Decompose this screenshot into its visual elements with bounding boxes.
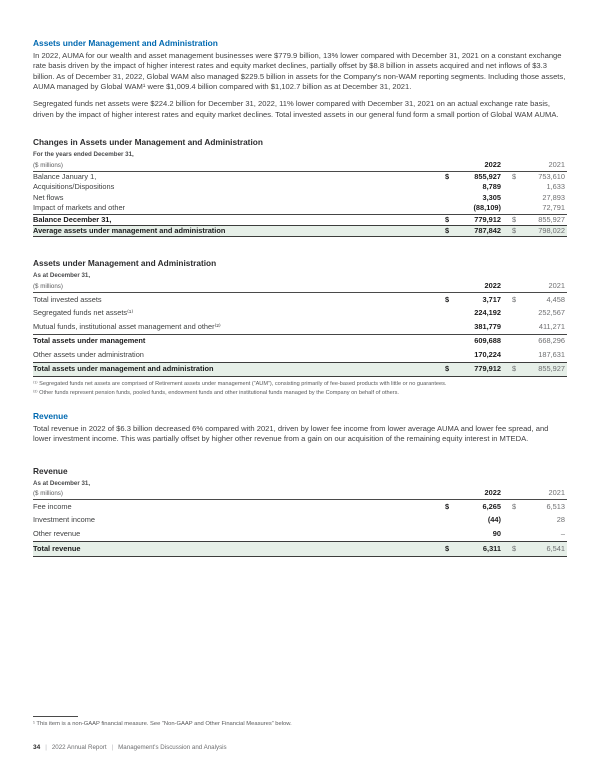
value-2021: $ 4,458 — [512, 294, 565, 304]
row-label: Fee income — [33, 501, 72, 511]
table-body-auma-breakdown — [33, 293, 567, 377]
table-row — [33, 500, 567, 514]
value-2021: 411,271 — [538, 321, 565, 331]
row-label: Investment income — [33, 515, 96, 525]
column-header-2022: 2022 — [484, 280, 501, 290]
unit-label: ($ millions) — [33, 490, 63, 498]
value-2021: $ 855,927 — [512, 364, 565, 374]
table-title-auma-breakdown: Assets under Management and Administration — [33, 258, 217, 269]
row-label: Total revenue — [33, 543, 81, 553]
row-label: Mutual funds, institutional asset management and other⁽²⁾ — [33, 321, 221, 331]
table-row — [33, 307, 567, 321]
value-2022: 609,688 — [474, 336, 501, 346]
table-footnotes — [33, 380, 567, 398]
table-title-revenue: Revenue — [33, 465, 68, 476]
table-header-row — [33, 488, 567, 500]
value-2021: $ 798,022 — [512, 226, 565, 236]
section-heading-revenue: Revenue — [33, 411, 68, 422]
auma-paragraph-2: Segregated funds net assets were $224.2 billion for December 31, 2022, 11% lower compared with December 31, 2021 on an actual exchange rate basis, driven by the impact of higher interest rates and equity market declines. Total invested assets in our general fund form a small portion of Global WAM AUMA. — [33, 99, 559, 119]
row-label: Total assets under management — [33, 336, 146, 346]
page-content — [33, 0, 567, 557]
table-row — [33, 193, 567, 203]
footnote-2: ⁽²⁾ Other funds represent pension funds, pooled funds, endowment funds and other institutional funds managed by the Company on behalf of others. — [33, 390, 399, 397]
footer-section-title: Management's Discussion and Analysis — [118, 744, 227, 751]
table-period-label: As at December 31, — [33, 272, 91, 280]
value-2021: 252,567 — [538, 308, 565, 318]
table-row — [33, 182, 567, 192]
value-2022: (88,109) — [473, 203, 501, 213]
table-row-total-highlight — [33, 541, 567, 557]
table-row-total-highlight — [33, 225, 567, 237]
table-row — [33, 293, 567, 307]
value-2022: 224,192 — [474, 308, 501, 318]
footnote-divider — [33, 716, 78, 717]
value-2022: 381,779 — [474, 321, 501, 331]
footer-separator: | — [45, 744, 47, 751]
value-2022: 90 — [492, 528, 501, 538]
footnote-1: ⁽¹⁾ Segregated funds net assets are comprised of Retirement assets under management (“AUM”), consisting primarily of fee-based products with little or no guarantees. — [33, 381, 447, 388]
value-2021: $ 6,513 — [512, 501, 565, 511]
footer-report-title: 2022 Annual Report — [51, 744, 107, 751]
auma-paragraph-1: In 2022, AUMA for our wealth and asset management businesses were $779.9 billion, 13% lower compared with December 31, 2021 on a constant exchange rate basis driven by the impact of higher interest rates and equity market declines, partially offset by $8.8 billion in assets acquired and net inflows of $3.3 billion. As of December 31, 2022, Global WAM also managed $229.5 billion in assets for the Company's non-WAM reporting segments. Including those assets, AUMA managed by Global WAM¹ were $1,009.4 billion compared with $1,102.7 billion as at December 31, 2021. — [33, 51, 566, 92]
value-2022: $ 6,265 — [445, 501, 501, 511]
column-header-2021: 2021 — [548, 280, 565, 290]
table-row-subtotal — [33, 334, 567, 349]
table-row — [33, 514, 567, 528]
column-header-2022: 2022 — [484, 488, 501, 498]
row-label: Balance December 31, — [33, 214, 112, 224]
value-2021: 72,791 — [542, 203, 565, 213]
unit-label: ($ millions) — [33, 282, 63, 290]
table-body-revenue — [33, 500, 567, 556]
table-row — [33, 320, 567, 334]
page-bottom-footnote — [33, 716, 567, 729]
unit-label: ($ millions) — [33, 161, 63, 169]
row-label: Impact of markets and other — [33, 203, 126, 213]
value-2022: $ 779,912 — [445, 364, 501, 374]
column-header-2021: 2021 — [548, 488, 565, 498]
value-2021: 668,296 — [538, 336, 565, 346]
value-2022: (44) — [487, 515, 501, 525]
value-2021: 27,893 — [542, 192, 565, 202]
page-number: 34 — [33, 744, 41, 751]
revenue-paragraph: Total revenue in 2022 of $6.3 billion decreased 6% compared with 2021, driven by lower fee income from lower average AUMA and lower fee spread, and lower investment income. This was partially offset by higher other revenue from a gain on our acquisition of the remaining equity interest in MTEDA. — [33, 424, 549, 444]
value-2022: $ 6,311 — [445, 543, 501, 553]
table-period-label: For the years ended December 31, — [33, 151, 134, 159]
footer-separator: | — [111, 744, 114, 751]
value-2022: $ 779,912 — [445, 214, 501, 224]
table-title-changes: Changes in Assets under Management and Administration — [33, 137, 263, 148]
page-footer — [33, 744, 227, 751]
row-label: Other assets under administration — [33, 349, 144, 359]
value-2022: $ 855,927 — [445, 171, 501, 181]
non-gaap-footnote: ¹ This item is a non-GAAP financial measure. See “Non-GAAP and Other Financial Measures” below. — [33, 721, 292, 727]
column-header-2021: 2021 — [548, 159, 565, 169]
table-row — [33, 527, 567, 541]
value-2021: 187,631 — [538, 349, 565, 359]
value-2022: $ 3,717 — [445, 294, 501, 304]
column-header-2022: 2022 — [484, 159, 501, 169]
row-label: Average assets under management and administration — [33, 226, 226, 236]
row-label: Balance January 1, — [33, 171, 97, 181]
row-label: Acquisitions/Dispositions — [33, 182, 115, 192]
value-2021: $ 6,541 — [512, 543, 565, 553]
table-row — [33, 203, 567, 213]
value-2021: $ 753,610 — [512, 171, 565, 181]
table-body-changes — [33, 172, 567, 238]
value-2022: $ 787,842 — [445, 226, 501, 236]
table-row — [33, 348, 567, 362]
value-2022: 8,789 — [482, 182, 501, 192]
table-row-total-highlight — [33, 362, 567, 378]
row-label: Total assets under management and administration — [33, 364, 214, 374]
value-2022: 3,305 — [482, 192, 501, 202]
value-2021: – — [560, 528, 565, 538]
row-label: Net flows — [33, 192, 64, 202]
section-heading-auma: Assets under Management and Administration — [33, 38, 218, 48]
table-row — [33, 172, 567, 182]
value-2021: 1,633 — [546, 182, 565, 192]
value-2022: 170,224 — [474, 349, 501, 359]
table-header-row — [33, 160, 567, 172]
row-label: Segregated funds net assets⁽¹⁾ — [33, 308, 134, 318]
table-period-label: As at December 31, — [33, 479, 91, 487]
table-row-subtotal — [33, 214, 567, 225]
table-header-row — [33, 281, 567, 293]
value-2021: 28 — [556, 515, 565, 525]
row-label: Total invested assets — [33, 294, 102, 304]
row-label: Other revenue — [33, 528, 81, 538]
value-2021: $ 855,927 — [512, 214, 565, 224]
